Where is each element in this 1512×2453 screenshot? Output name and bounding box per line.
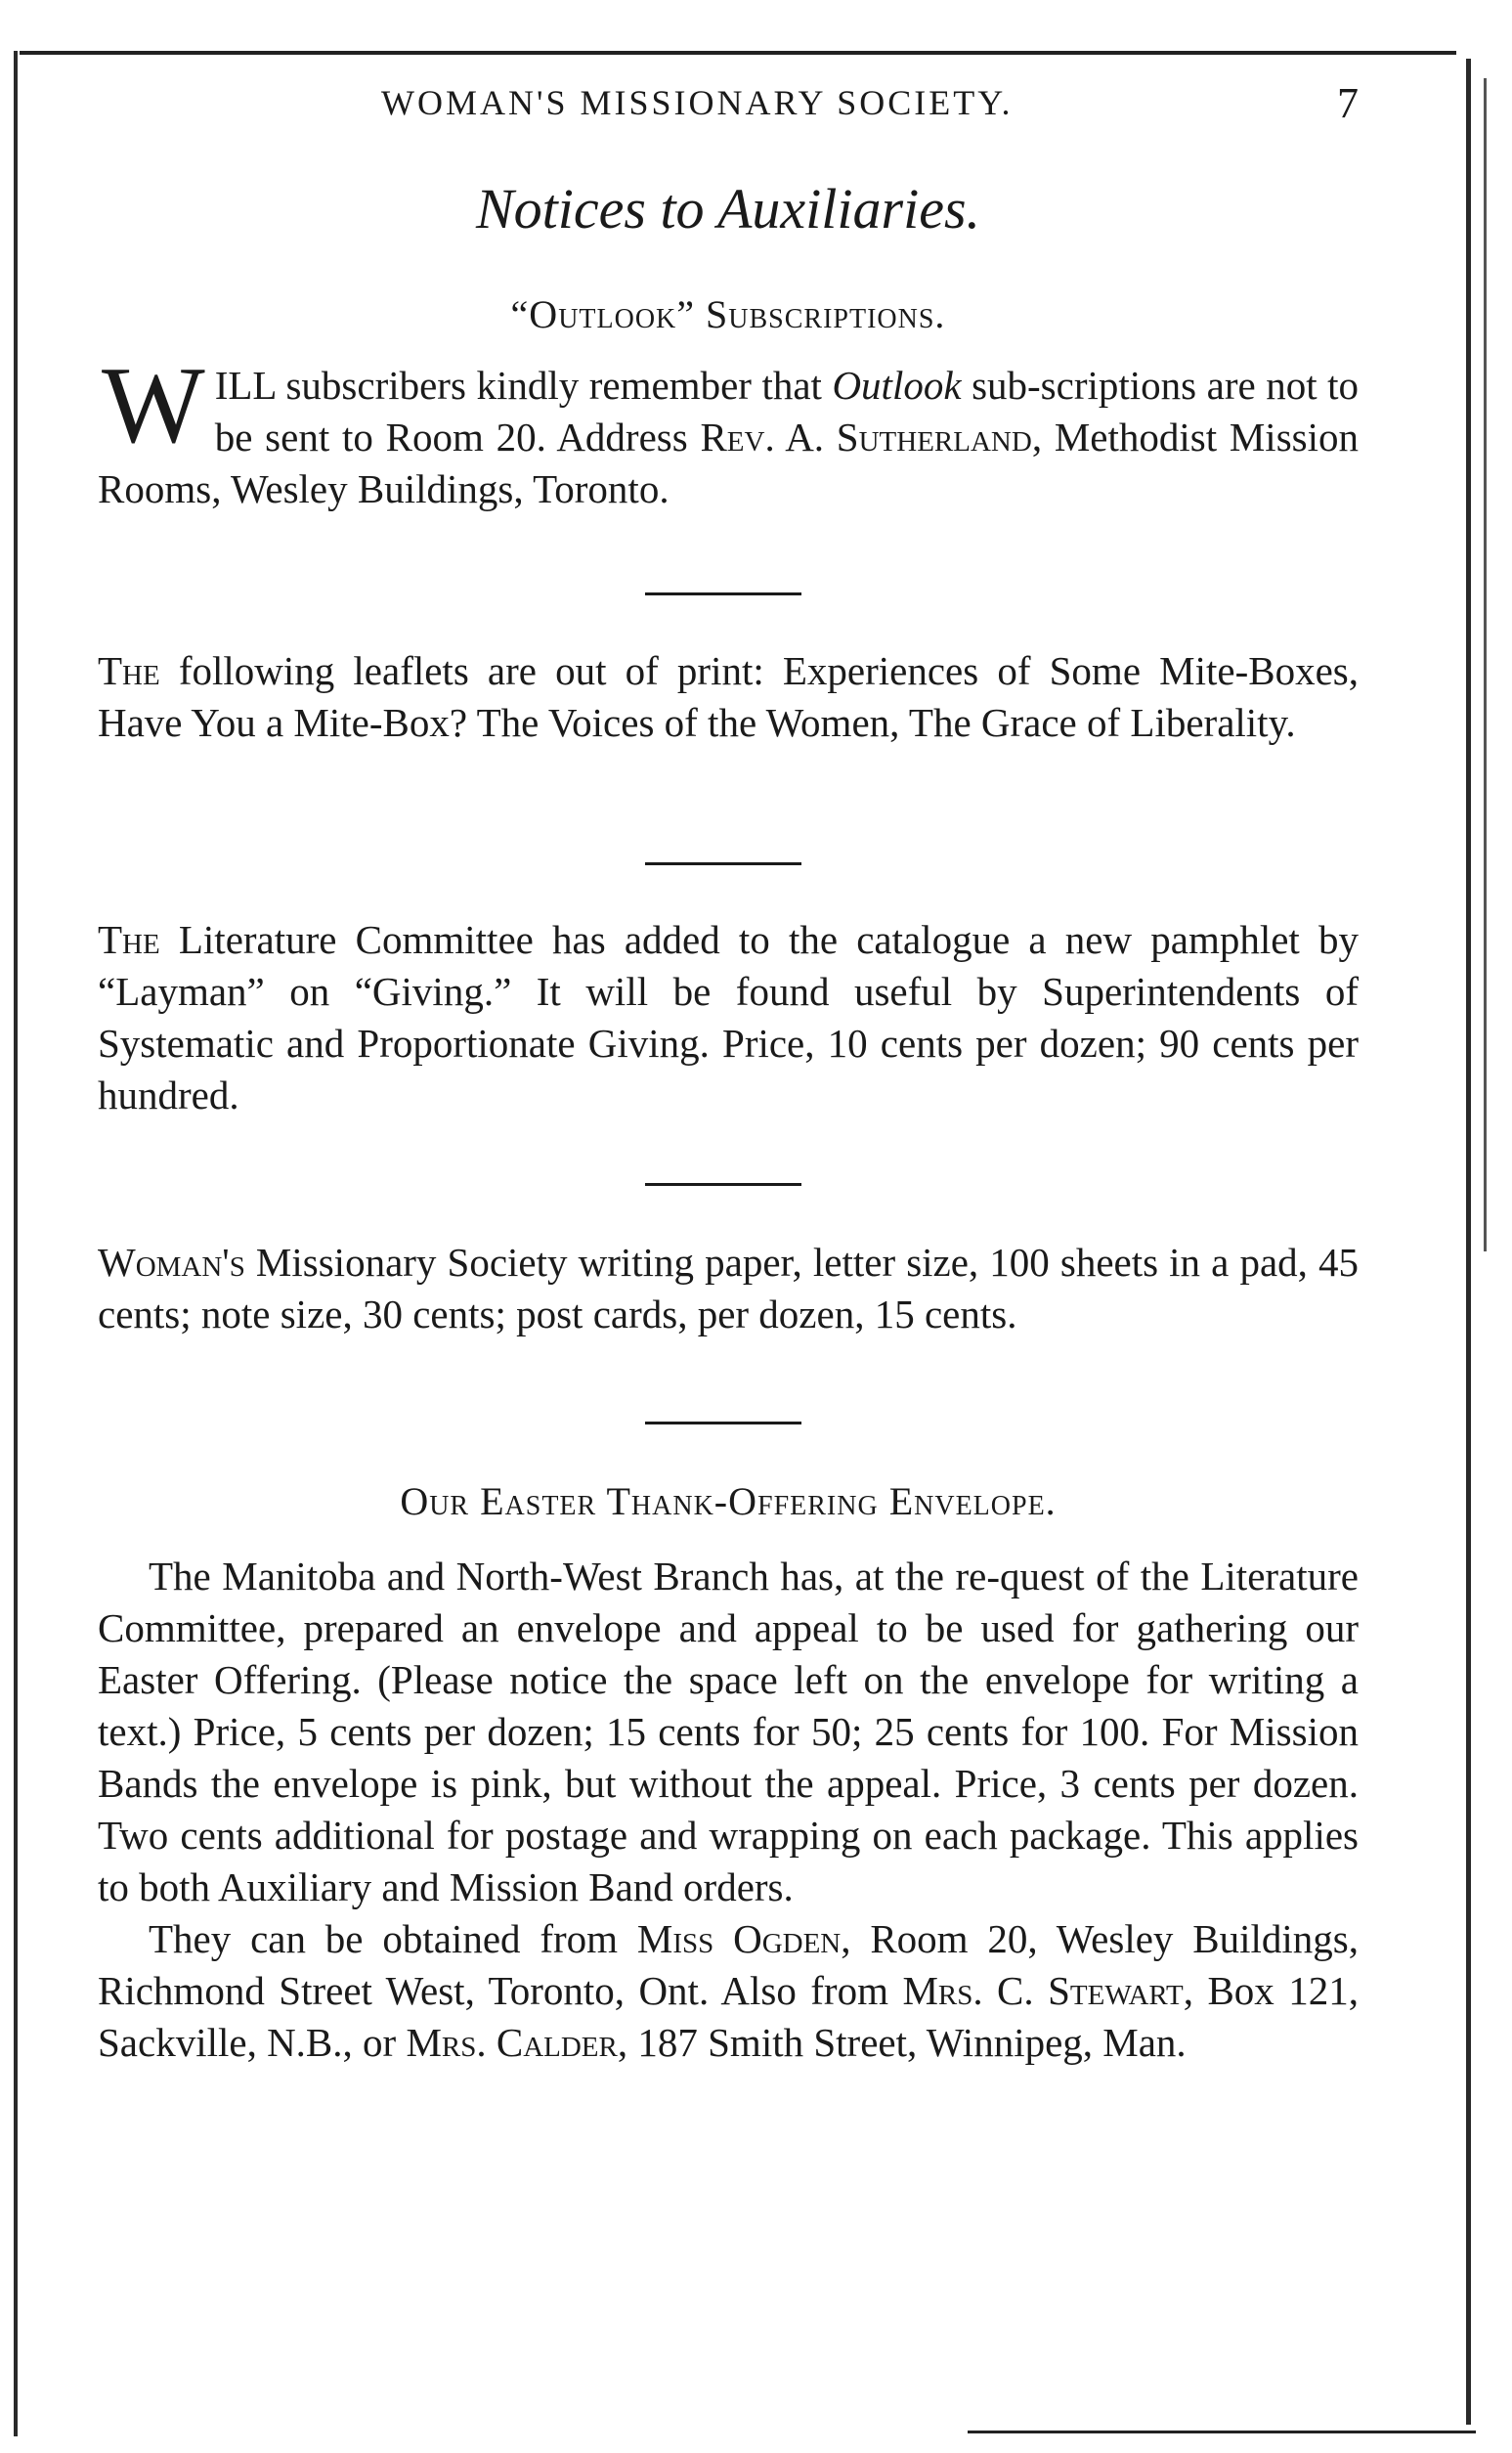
divider-rule (645, 1422, 801, 1424)
easter-p2-a: They can be obtained from (149, 1916, 637, 1961)
writing-paper-lead: Woman's (98, 1240, 245, 1285)
easter-p2-b: , Room 20, Wesley Buildings, Richmond Street West, Toronto, Ont. Also from (98, 1916, 1359, 2013)
page-border-right (1466, 59, 1471, 2425)
outlook-text-b: sub-scriptions are not to be sent to Room 20. Address (214, 363, 1359, 460)
leaflets-text: following leaflets are out of print: Experiences of Some Mite-Boxes, Have You a Mite-Box? The Voices of the Women, The Grace of Liberality. (98, 648, 1359, 745)
outlook-italic: Outlook (832, 363, 962, 408)
page-heading: Notices to Auxiliaries. (475, 177, 981, 241)
outlook-text-c: , Methodist Mission Rooms, Wesley Buildings, Toronto. (98, 415, 1359, 511)
page-border-bottom (968, 2431, 1476, 2433)
divider-rule (645, 592, 801, 595)
running-title: WOMAN'S MISSIONARY SOCIETY. (381, 83, 1014, 122)
page-border-right-inner (1484, 78, 1487, 1251)
pamphlet-notice (98, 914, 1359, 1121)
pamphlet-lead: The (98, 917, 160, 962)
easter-paragraph-2 (98, 1913, 1359, 2069)
writing-paper-notice (98, 1237, 1359, 1340)
writing-paper-text: Missionary Society writing paper, letter size, 100 sheets in a pad, 45 cents; note size, 30 cents; post cards, per dozen, 15 cents. (98, 1240, 1359, 1336)
easter-p2-c: , Box 121, Sackville, N.B., or (98, 1968, 1359, 2065)
outlook-text-a: ILL subscribers kindly remember that (214, 363, 833, 408)
outlook-name: Rev. A. Sutherland (700, 415, 1032, 460)
pamphlet-text: Literature Committee has added to the catalogue a new pamphlet by “Layman” on “Giving.” It will be found useful by Superintendents of Systematic and Proportionate Giving. Price, 10 cents per dozen; 90 cents per hundred. (98, 917, 1359, 1117)
easter-paragraph-1: The Manitoba and North-West Branch has, at the re-quest of the Literature Committee, prepared an envelope and appeal to be used for gathering our Easter Offering. (Please notice the space left on the envelope for writing a text.) Price, 5 cents per dozen; 15 cents for 50; 25 cents for 100. For Mission Bands the envelope is pink, but without the appeal. Price, 3 cents per dozen. Two cents additional for postage and wrapping on each package. This applies to both Auxiliary and Mission Band orders. (98, 1554, 1359, 1909)
leaflets-notice (98, 645, 1359, 749)
easter-notice (98, 1551, 1359, 2069)
running-head (98, 78, 1359, 137)
section-heading-easter: Our Easter Thank-Offering Envelope. (400, 1479, 1057, 1523)
outlook-notice (98, 345, 1359, 515)
page-border-top (20, 51, 1456, 55)
drop-cap: W (102, 345, 205, 466)
easter-p2-d: , 187 Smith Street, Winnipeg, Man. (617, 2020, 1187, 2065)
contact-ogden: Miss Ogden (636, 1916, 842, 1961)
divider-rule (645, 862, 801, 865)
page-border-left (14, 51, 18, 2436)
divider-rule (645, 1183, 801, 1186)
page-number: 7 (1337, 79, 1359, 127)
section-heading-outlook: “Outlook” Subscriptions. (510, 292, 946, 336)
contact-calder: Mrs. Calder (406, 2020, 618, 2065)
leaflets-lead: The (98, 648, 160, 693)
contact-stewart: Mrs. C. Stewart (902, 1968, 1184, 2013)
